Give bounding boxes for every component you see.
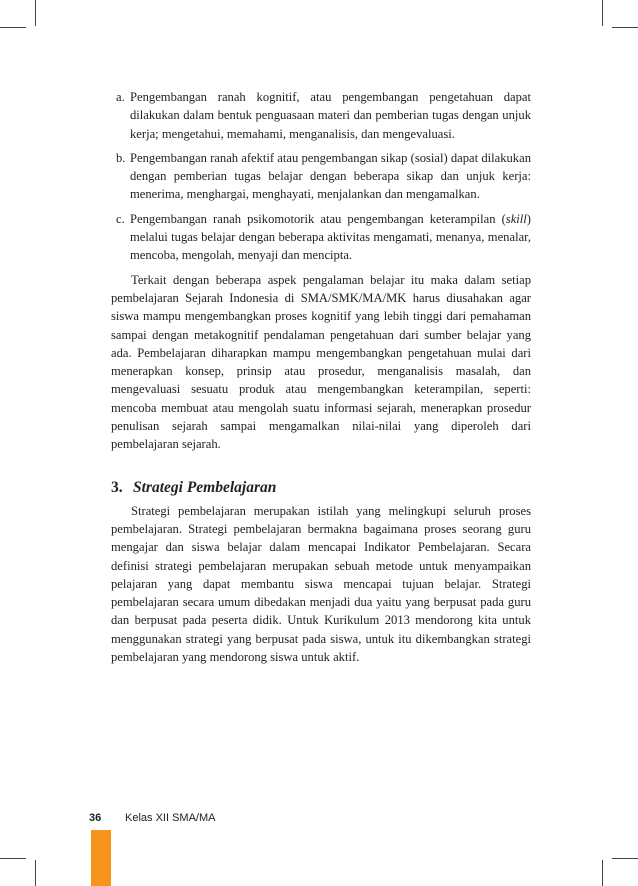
crop-mark	[0, 27, 26, 28]
list-item-text: Pengembangan ranah kognitif, atau pengembangan pengetahuan dapat dilakukan dalam bentuk penguasaan materi dan pemberian tugas dengan unjuk kerja; mengetahui, memahami, menganalisis, dan mengevaluasi.	[130, 90, 531, 141]
book-title: Kelas XII SMA/MA	[125, 812, 216, 824]
list-item	[111, 88, 531, 143]
section-paragraph: Strategi pembelajaran merupakan istilah yang melingkupi seluruh proses pembelajaran. Strategi pembelajaran bermakna bagaimana proses seorang guru mengajar dan siswa belajar dalam mencapai Indikator Pembelajaran. Secara definisi strategi pembelajaran merupakan sebuah metode untuk menyampaikan pelajaran yang dapat membantu siswa mencapai tujuan belajar. Strategi pembelajaran secara umum dibedakan menjadi dua yaitu yang berpusat pada guru dan berpusat pada peserta didik. Untuk Kurikulum 2013 mendorong kita untuk menggunakan strategi yang berpusat pada siswa, untuk itu dikembangkan strategi pembelajaran yang mendorong siswa untuk aktif.	[111, 503, 531, 665]
crop-mark	[612, 858, 638, 859]
list-item-text: Pengembangan ranah psikomotorik atau pengembangan keterampilan (	[130, 211, 506, 226]
crop-mark	[35, 0, 36, 26]
page-number: 36	[89, 812, 102, 824]
page-content	[111, 88, 531, 666]
accent-bar	[91, 830, 111, 886]
section-title: Strategi Pembelajaran	[133, 478, 277, 496]
list-item-italic-term: skill	[505, 211, 527, 226]
list-item-text: Pengembangan ranah afektif atau pengembangan sikap (sosial) dapat dilakukan dengan pemberian tugas belajar dengan beberapa sikap dan unjuk kerja: menerima, menghargai, menghayati, menjalankan dan mengamalkan.	[130, 150, 531, 202]
list-item	[111, 149, 531, 204]
crop-mark	[0, 858, 26, 859]
list-marker: a.	[116, 90, 125, 104]
crop-mark	[612, 27, 638, 28]
list-item	[111, 210, 531, 265]
list-marker: c.	[116, 211, 125, 226]
crop-mark	[602, 0, 603, 26]
crop-mark	[602, 860, 603, 886]
body-paragraph: Terkait dengan beberapa aspek pengalaman belajar itu maka dalam setiap pembelajaran Sejarah Indonesia di SMA/SMK/MA/MK harus diusahakan agar siswa mampu mengembangkan proses kognitif yang lebih tinggi dari pemahaman sampai dengan metakognitif pendalaman pengetahuan dari sumber belajar yang ada. Pembelajaran diharapkan mampu mengembangkan pengetahuan mulai dari menerapkan konsep, prinsip atau prosedur, menganalisis masalah, dan mengevaluasi sesuatu produk atau mengembangkan keterampilan, seperti: mencoba membuat atau mengolah suatu informasi sejarah, menerapkan prosedur penulisan sejarah sampai mengamalkan nilai-nilai yang diperoleh dari pembelajaran sejarah.	[111, 272, 531, 452]
section-number: 3.	[111, 478, 123, 496]
section-heading	[111, 478, 531, 498]
crop-mark	[35, 860, 36, 886]
list-item-text: ) melalui tugas belajar dengan beberapa aktivitas mengamati, menanya, menalar, mencoba, mengolah, menyaji dan mencipta.	[130, 211, 531, 263]
list-marker: b.	[116, 150, 126, 165]
